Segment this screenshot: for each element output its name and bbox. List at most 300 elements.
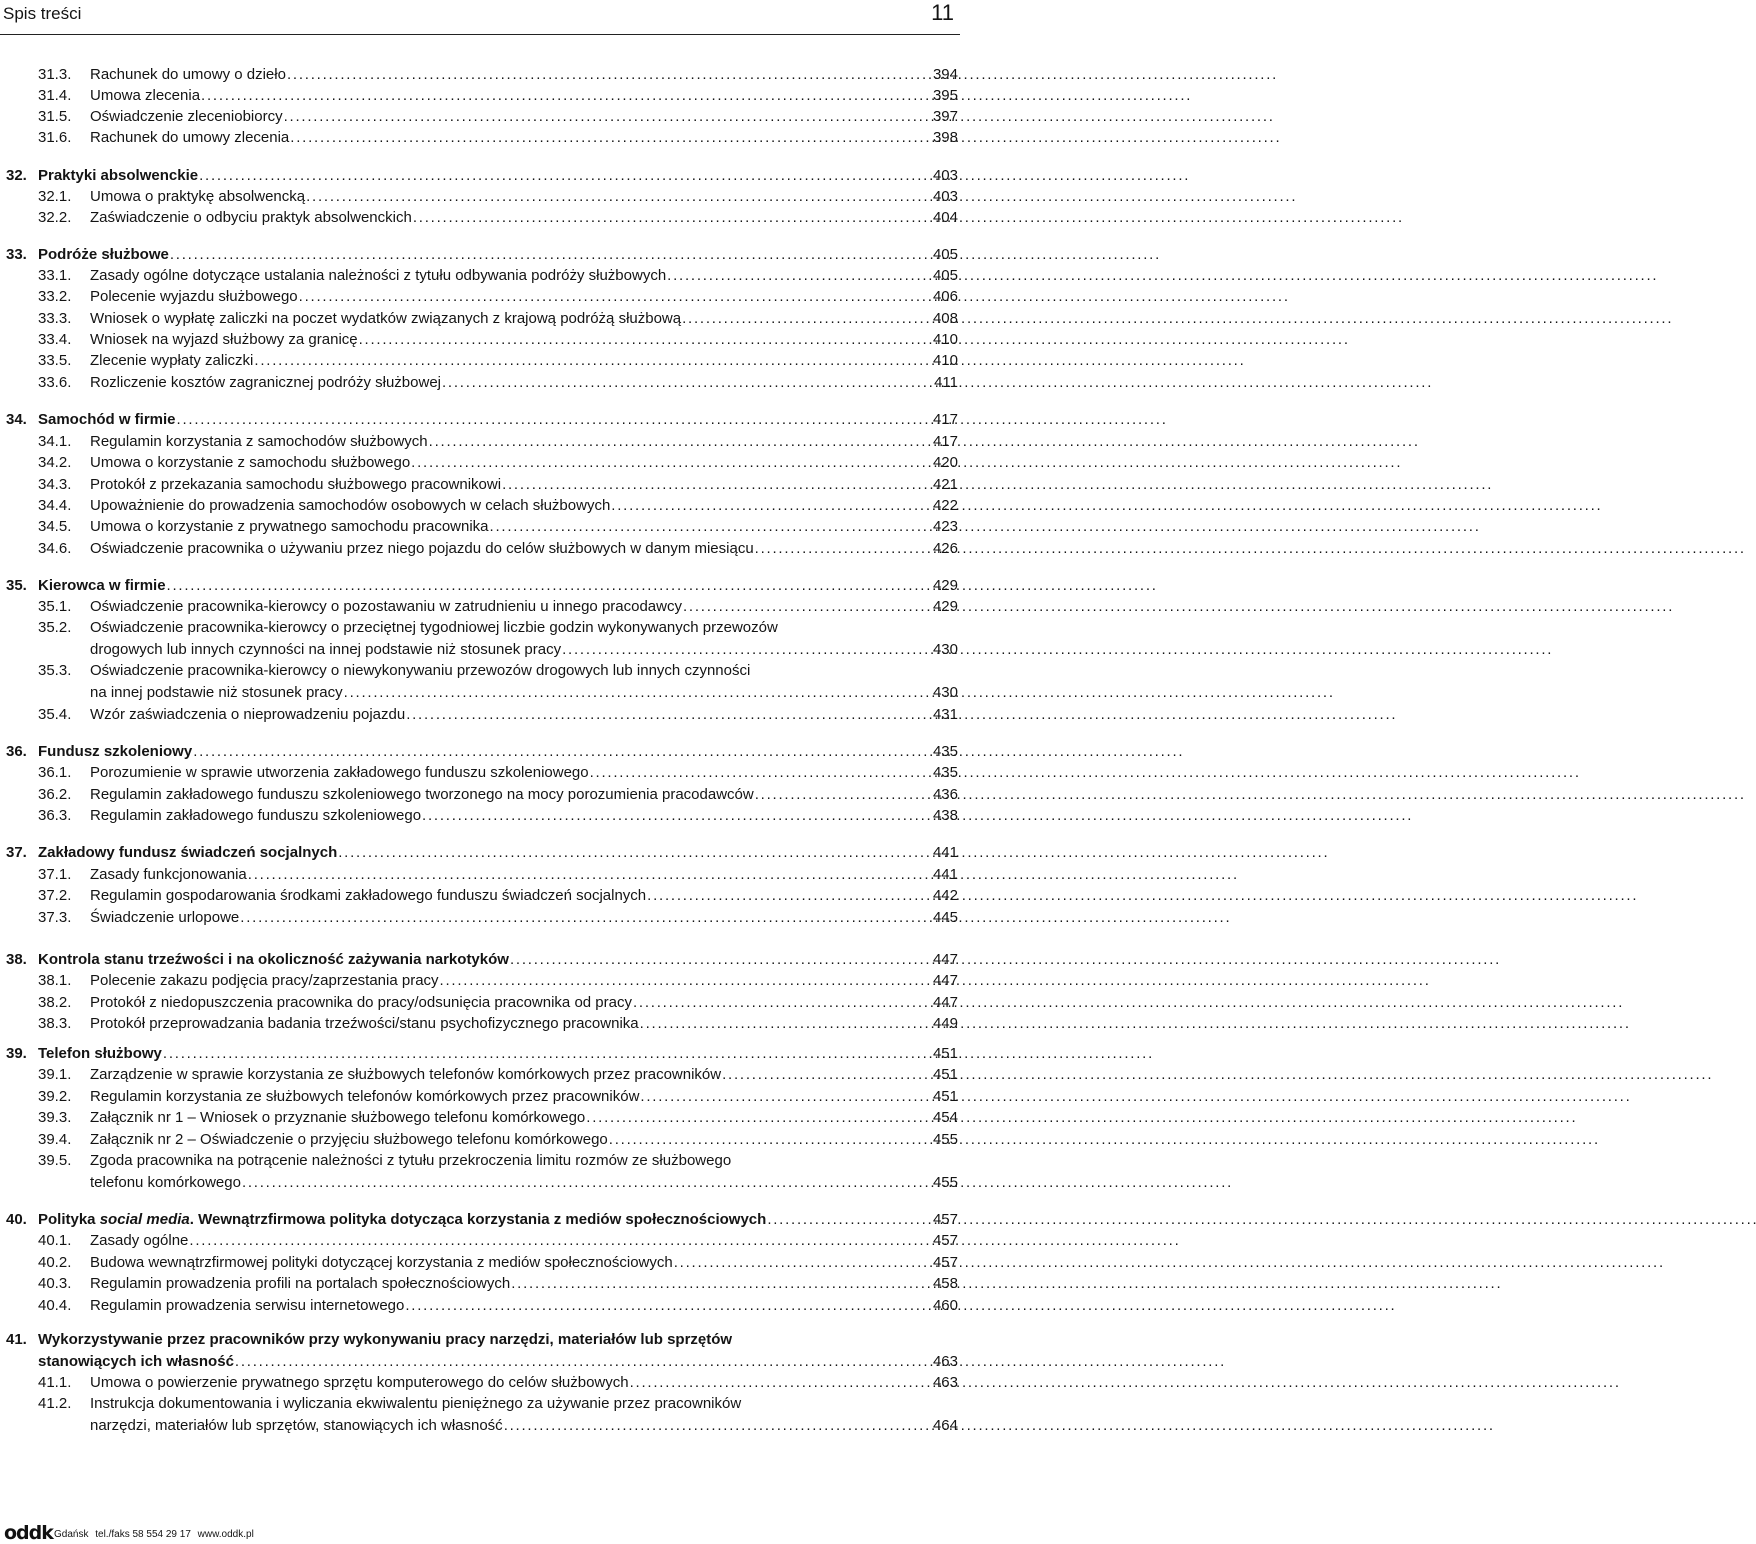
toc-entry-row (90, 64, 920, 85)
dot-leader (510, 1273, 920, 1294)
toc-subentry[interactable] (0, 885, 960, 906)
toc-entry-title: Praktyki absolwenckie (38, 167, 199, 184)
footer-phone: tel./faks 58 554 29 17 (95, 1529, 191, 1540)
toc-entry-number: 34. (6, 411, 27, 428)
toc-entry-number: 32.2. (38, 209, 72, 226)
toc-entry-title: Protokół przeprowadzania badania trzeźwości/stanu psychofizycznego pracownika (90, 1015, 639, 1032)
toc-entry-number: 36.2. (38, 786, 72, 803)
dot-leader (162, 1043, 920, 1064)
dot-leader (286, 64, 920, 85)
toc-subentry[interactable] (0, 286, 960, 307)
toc-subentry[interactable] (0, 495, 960, 516)
dot-leader (585, 1107, 920, 1128)
toc-entry-row (90, 1086, 920, 1107)
toc-entry-row (90, 186, 920, 207)
toc-page-number: 421 (932, 476, 958, 493)
toc-entry-row (90, 1393, 932, 1414)
toc-page-number: 457 (932, 1211, 958, 1228)
toc-entry-number: 33.1. (38, 267, 72, 284)
toc-entry-number: 39.2. (38, 1088, 72, 1105)
toc-page-number: 442 (932, 887, 958, 904)
toc-page-number: 451 (932, 1045, 958, 1062)
toc-entry-row (90, 1252, 920, 1273)
toc-subentry[interactable] (0, 372, 960, 393)
toc-entry-row (90, 1150, 932, 1171)
toc-subentry[interactable] (0, 639, 960, 660)
toc-entry-number: 33. (6, 246, 27, 263)
toc-entry-title: Telefon służbowy (38, 1045, 162, 1062)
dot-leader (509, 949, 920, 970)
toc-subentry[interactable] (0, 1252, 960, 1273)
toc-subentry[interactable] (0, 1273, 960, 1294)
dot-leader (439, 970, 920, 991)
toc-entry-row (38, 842, 920, 863)
toc-entry-title: Samochód w firmie (38, 411, 176, 428)
toc-page-number: 404 (932, 209, 958, 226)
toc-page-number: 397 (932, 108, 958, 125)
toc-entry-row (38, 1351, 920, 1372)
toc-entry-row (90, 495, 920, 516)
toc-entry-row (90, 286, 920, 307)
toc-page-number: 417 (932, 433, 958, 450)
toc-page-number: 441 (932, 844, 958, 861)
toc-subentry[interactable] (0, 350, 960, 371)
dot-leader (239, 907, 920, 928)
toc-entry-number: 39.1. (38, 1066, 72, 1083)
toc-subentry[interactable] (0, 1150, 960, 1171)
toc-entry-number: 34.1. (38, 433, 72, 450)
toc-entry-number: 40. (6, 1211, 27, 1228)
toc-entry-number: 33.5. (38, 352, 72, 369)
toc-entry-title: Polecenie zakazu podjęcia pracy/zaprzestania pracy (90, 972, 439, 989)
dot-leader (666, 265, 920, 286)
toc-entry-title: Zasady ogólne dotyczące ustalania należności z tytułu odbywania podróży służbowych (90, 267, 667, 284)
toc-page-number: 447 (932, 951, 958, 968)
dot-leader (410, 452, 920, 473)
toc-entry-title: Instrukcja dokumentowania i wyliczania ekwiwalentu pieniężnego za używanie przez pracowników (90, 1395, 742, 1412)
toc-subentry[interactable] (0, 762, 960, 783)
toc-entry-title: Kierowca w firmie (38, 577, 166, 594)
toc-page-number: 463 (932, 1353, 958, 1370)
toc-subentry[interactable] (0, 617, 960, 638)
toc-entry-title: stanowiących ich własność (38, 1353, 234, 1370)
toc-entry-row (90, 516, 920, 537)
dot-leader (682, 596, 920, 617)
toc-entry-number: 33.4. (38, 331, 72, 348)
dot-leader (234, 1351, 920, 1372)
dot-leader (428, 431, 920, 452)
toc-page-number: 430 (932, 641, 958, 658)
toc-entry-number: 35.4. (38, 706, 72, 723)
toc-subentry[interactable] (0, 992, 960, 1013)
toc-entry-row (38, 949, 920, 970)
toc-subentry[interactable] (0, 784, 960, 805)
toc-page-number: 447 (932, 972, 958, 989)
toc-entry-row (90, 864, 920, 885)
page-footer (0, 1512, 960, 1542)
toc-entry-number: 33.3. (38, 310, 72, 327)
toc-page-number: 430 (932, 684, 958, 701)
dot-leader (343, 682, 920, 703)
toc-page-number: 410 (932, 331, 958, 348)
toc-entry-number: 39.4. (38, 1131, 72, 1148)
toc-subentry[interactable] (0, 474, 960, 495)
dot-leader (639, 1086, 920, 1107)
toc-entry-title: Załącznik nr 1 – Wniosek o przyznanie służbowego telefonu komórkowego (90, 1109, 586, 1126)
toc-subentry[interactable] (0, 431, 960, 452)
toc-page-number: 431 (932, 706, 958, 723)
toc-entry-title: Zgoda pracownika na potrącenie należności z tytułu przekroczenia limitu rozmów ze służbowego (90, 1152, 732, 1169)
toc-entry-number: 32.1. (38, 188, 72, 205)
toc-entry-number: 34.6. (38, 540, 72, 557)
footer-website: www.oddk.pl (197, 1529, 254, 1540)
dot-leader (405, 704, 920, 725)
toc-entry-title: Regulamin prowadzenia serwisu internetowego (90, 1297, 405, 1314)
toc-page-number: 458 (932, 1275, 958, 1292)
toc-entry-row (90, 106, 920, 127)
toc-subentry[interactable] (0, 1230, 960, 1251)
footer-city: Gdańsk (54, 1529, 89, 1540)
toc-subentry[interactable] (0, 1172, 960, 1193)
toc-entry-number: 36.1. (38, 764, 72, 781)
toc-title-part: Polityka (38, 1211, 96, 1228)
dot-leader (404, 1295, 920, 1316)
toc-entry-row (90, 1013, 920, 1034)
toc-entry-row (90, 207, 920, 228)
toc-subentry[interactable] (0, 660, 960, 681)
toc-entry-title: Podróże służbowe (38, 246, 169, 263)
toc-subentry[interactable] (0, 1129, 960, 1150)
toc-page-number: 398 (932, 129, 958, 146)
toc-page-number: 405 (932, 267, 958, 284)
toc-entry-row (38, 1329, 932, 1350)
toc-entry-row (38, 741, 920, 762)
toc-entry-row (90, 431, 920, 452)
dot-leader (589, 762, 920, 783)
toc-entry-row (90, 1064, 920, 1085)
toc-page-number: 464 (932, 1417, 958, 1434)
toc-page-number: 455 (932, 1131, 958, 1148)
toc-subentry[interactable] (0, 1107, 960, 1128)
dot-leader (489, 516, 920, 537)
toc-entry-number: 40.2. (38, 1254, 72, 1271)
toc-chapter-entry[interactable] (0, 842, 960, 863)
toc-entry-number: 38.2. (38, 994, 72, 1011)
dot-leader (305, 186, 920, 207)
toc-entry-title: Regulamin korzystania ze służbowych telefonów komórkowych przez pracowników (90, 1088, 640, 1105)
toc-entry-title: Regulamin zakładowego funduszu szkoleniowego tworzonego na mocy porozumienia pracodawców (90, 786, 754, 803)
toc-entry-row (90, 1415, 920, 1436)
toc-entry-row (90, 265, 920, 286)
toc-subentry[interactable] (0, 970, 960, 991)
dot-leader (754, 538, 920, 559)
toc-subentry[interactable] (0, 186, 960, 207)
toc-entry-number: 40.1. (38, 1232, 72, 1249)
toc-entry-number: 37. (6, 844, 27, 861)
toc-subentry[interactable] (0, 907, 960, 928)
toc-entry-number: 34.4. (38, 497, 72, 514)
toc-entry-row (90, 1230, 920, 1251)
toc-subentry[interactable] (0, 538, 960, 559)
toc-entry-number: 39. (6, 1045, 27, 1062)
toc-entry-number: 38.1. (38, 972, 72, 989)
toc-entry-title: Rachunek do umowy o dzieło (90, 66, 286, 83)
toc-chapter-entry[interactable] (0, 165, 960, 186)
toc-entry-title: Umowa o korzystanie z prywatnego samochodu pracownika (90, 518, 489, 535)
toc-entry-title: Zakładowy fundusz świadczeń socjalnych (38, 844, 338, 861)
toc-entry-title: narzędzi, materiałów lub sprzętów, stanowiących ich własność (90, 1417, 503, 1434)
toc-entry-title: Kontrola stanu trzeźwości i na okoliczność zażywania narkotyków (38, 951, 509, 968)
toc-subentry[interactable] (0, 1064, 960, 1085)
toc-entry-row (90, 127, 920, 148)
toc-chapter-entry[interactable] (0, 409, 960, 430)
toc-title-part: . Wewnątrzfirmowa polityka dotycząca korzystania z mediów społecznościowych (189, 1211, 767, 1228)
toc-chapter-entry[interactable] (0, 1351, 960, 1372)
toc-page-number: 449 (932, 1015, 958, 1032)
toc-subentry[interactable] (0, 452, 960, 473)
toc-entry-number: 36.3. (38, 807, 72, 824)
toc-subentry[interactable] (0, 1086, 960, 1107)
toc-entry-title: Oświadczenie pracownika-kierowcy o przeciętnej tygodniowej liczbie godzin wykonywanych przewozów (90, 619, 778, 636)
toc-subentry[interactable] (0, 265, 960, 286)
toc-entry-number: 33.2. (38, 288, 72, 305)
dot-leader (632, 992, 920, 1013)
toc-entry-number: 33.6. (38, 374, 72, 391)
toc-entry-number: 38. (6, 951, 27, 968)
dot-leader (503, 1415, 920, 1436)
toc-page-number: 438 (932, 807, 958, 824)
dot-leader (766, 1209, 920, 1230)
toc-entry-title: Wniosek o wypłatę zaliczki na poczet wydatków związanych z krajową podróżą służbową (90, 310, 682, 327)
toc-entry-title: Wniosek na wyjazd służbowy za granicę (90, 331, 358, 348)
toc-page-number: 405 (932, 246, 958, 263)
toc-entry-number: 41.2. (38, 1395, 72, 1412)
dot-leader (421, 805, 920, 826)
toc-entry-title: Polecenie wyjazdu służbowego (90, 288, 298, 305)
toc-entry-row (90, 970, 920, 991)
dot-leader (646, 885, 920, 906)
toc-chapter-entry[interactable] (0, 949, 960, 970)
toc-entry-title: Umowa o korzystanie z samochodu służbowego (90, 454, 411, 471)
toc-page-number: 463 (932, 1374, 958, 1391)
dot-leader (169, 244, 920, 265)
toc-entry-title: Regulamin korzystania z samochodów służbowych (90, 433, 428, 450)
toc-page-number: 410 (932, 352, 958, 369)
toc-subentry[interactable] (0, 704, 960, 725)
toc-entry-title: Rachunek do umowy zlecenia (90, 129, 290, 146)
dot-leader (241, 1172, 920, 1193)
toc-entry-title: Umowa zlecenia (90, 87, 201, 104)
toc-entry-title: Protokół z przekazania samochodu służbowego pracownikowi (90, 476, 502, 493)
toc-subentry[interactable] (0, 1372, 960, 1393)
dot-leader (501, 474, 920, 495)
toc-subentry[interactable] (0, 805, 960, 826)
dot-leader (441, 372, 920, 393)
toc-entry-number: 36. (6, 743, 27, 760)
toc-page-number: 406 (932, 288, 958, 305)
dot-leader (289, 127, 920, 148)
toc-page-number: 445 (932, 909, 958, 926)
toc-entry-number: 41. (6, 1331, 27, 1348)
toc-entry-title: Załącznik nr 2 – Oświadczenie o przyjęciu służbowego telefonu komórkowego (90, 1131, 608, 1148)
dot-leader (247, 864, 920, 885)
toc-subentry[interactable] (0, 596, 960, 617)
toc-entry-number: 31.5. (38, 108, 72, 125)
toc-page-number: 395 (932, 87, 958, 104)
toc-entry-number: 39.3. (38, 1109, 72, 1126)
toc-entry-number: 32. (6, 167, 27, 184)
toc-subentry[interactable] (0, 329, 960, 350)
toc-entry-number: 34.3. (38, 476, 72, 493)
dot-leader (412, 207, 920, 228)
toc-chapter-entry[interactable] (0, 1209, 960, 1230)
toc-page-number: 457 (932, 1232, 958, 1249)
toc-entry-title: drogowych lub innych czynności na innej podstawie niż stosunek pracy (90, 641, 562, 658)
dot-leader (200, 85, 920, 106)
footer-contact (54, 1529, 258, 1540)
toc-subentry[interactable] (0, 516, 960, 537)
toc-subentry[interactable] (0, 127, 960, 148)
toc-entry-row (90, 992, 920, 1013)
dot-leader (198, 165, 920, 186)
toc-subentry[interactable] (0, 1415, 960, 1436)
toc-entry-number: 35.2. (38, 619, 72, 636)
dot-leader (681, 308, 920, 329)
toc-entry-row (38, 409, 920, 430)
toc-subentry[interactable] (0, 308, 960, 329)
toc-page-number: 455 (932, 1174, 958, 1191)
toc-entry-row (90, 682, 920, 703)
dot-leader (673, 1252, 920, 1273)
toc-entry-title: Oświadczenie zleceniobiorcy (90, 108, 283, 125)
toc-page-number: 422 (932, 497, 958, 514)
toc-page-number: 408 (932, 310, 958, 327)
toc-page-number: 457 (932, 1254, 958, 1271)
toc-page-number: 454 (932, 1109, 958, 1126)
toc-entry-title: Oświadczenie pracownika-kierowcy o niewykonywaniu przewozów drogowych lub innych czynności (90, 662, 751, 679)
toc-entry-title: Wzór zaświadczenia o nieprowadzeniu pojazdu (90, 706, 406, 723)
toc-page-number: 451 (932, 1066, 958, 1083)
dot-leader (253, 350, 920, 371)
toc-entry-number: 40.4. (38, 1297, 72, 1314)
toc-entry-row (90, 1372, 920, 1393)
toc-entry-row (90, 474, 920, 495)
toc-subentry[interactable] (0, 1393, 960, 1414)
toc-entry-title (38, 1209, 766, 1230)
toc-subentry[interactable] (0, 1295, 960, 1316)
toc-entry-row (90, 617, 932, 638)
toc-subentry[interactable] (0, 106, 960, 127)
toc-entry-row (38, 575, 920, 596)
toc-chapter-entry[interactable] (0, 741, 960, 762)
toc-chapter-entry[interactable] (0, 575, 960, 596)
toc-page-number: 441 (932, 866, 958, 883)
toc-subentry[interactable] (0, 85, 960, 106)
toc-page-number: 451 (932, 1088, 958, 1105)
toc-entry-title: Zasady funkcjonowania (90, 866, 247, 883)
toc-entry-row (90, 1107, 920, 1128)
toc-entry-row (90, 1295, 920, 1316)
dot-leader (166, 575, 920, 596)
toc-subentry[interactable] (0, 207, 960, 228)
toc-entry-row (90, 639, 920, 660)
toc-entry-title: Fundusz szkoleniowy (38, 743, 193, 760)
toc-entry-row (90, 85, 920, 106)
dot-leader (639, 1013, 920, 1034)
toc-entry-title: Umowa o praktykę absolwencką (90, 188, 306, 205)
dot-leader (188, 1230, 920, 1251)
toc-entry-title: telefonu komórkowego (90, 1174, 241, 1191)
toc-page-number: 403 (932, 188, 958, 205)
toc-entry-title: Oświadczenie pracownika o używaniu przez niego pojazdu do celów służbowych w danym miesiącu (90, 540, 754, 557)
toc-subentry[interactable] (0, 864, 960, 885)
dot-leader (337, 842, 920, 863)
toc-entry-row (90, 372, 920, 393)
toc-entry-number: 41.1. (38, 1374, 72, 1391)
toc-entry-row (90, 885, 920, 906)
toc-entry-row (90, 452, 920, 473)
dot-leader (176, 409, 920, 430)
toc-entry-title: Porozumienie w sprawie utworzenia zakładowego funduszu szkoleniowego (90, 764, 589, 781)
toc-entry-title: Zarządzenie w sprawie korzystania ze służbowych telefonów komórkowych przez pracowników (90, 1066, 722, 1083)
dot-leader (721, 1064, 920, 1085)
toc-entry-number: 35.1. (38, 598, 72, 615)
dot-leader (283, 106, 920, 127)
toc-title-italic: social media (99, 1211, 190, 1228)
toc-subentry[interactable] (0, 64, 960, 85)
toc-entry-row (90, 1273, 920, 1294)
toc-entry-row (38, 244, 920, 265)
toc-entry-row (90, 596, 920, 617)
toc-page-number: 426 (932, 540, 958, 557)
toc-chapter-entry[interactable] (0, 1329, 960, 1350)
toc-subentry[interactable] (0, 682, 960, 703)
dot-leader (610, 495, 920, 516)
toc-entry-row (90, 762, 920, 783)
toc-entry-number: 37.2. (38, 887, 72, 904)
toc-entry-row (90, 1172, 920, 1193)
toc-entry-row (90, 350, 920, 371)
toc-entry-title: Zasady ogólne (90, 1232, 189, 1249)
toc-entry-title: Regulamin prowadzenia profili na portalach społecznościowych (90, 1275, 511, 1292)
toc-entry-title: Budowa wewnątrzfirmowej polityki dotyczącej korzystania z mediów społecznościowych (90, 1254, 673, 1271)
toc-entry-row (38, 1209, 920, 1230)
toc-subentry[interactable] (0, 1013, 960, 1034)
toc-page-number: 435 (932, 764, 958, 781)
toc-entry-title: Upoważnienie do prowadzenia samochodów osobowych w celach służbowych (90, 497, 611, 514)
toc-page-number: 394 (932, 66, 958, 83)
toc-page-number: 435 (932, 743, 958, 760)
toc-entry-title: Umowa o powierzenie prywatnego sprzętu komputerowego do celów służbowych (90, 1374, 629, 1391)
oddk-logo: oddk (4, 1522, 53, 1544)
toc-entry-number: 37.1. (38, 866, 72, 883)
toc-entry-title: Regulamin zakładowego funduszu szkoleniowego (90, 807, 422, 824)
toc-entry-row (90, 704, 920, 725)
toc-entry-title: Zaświadczenie o odbyciu praktyk absolwenckich (90, 209, 412, 226)
toc-entry-number: 31.6. (38, 129, 72, 146)
dot-leader (298, 286, 920, 307)
toc-entry-row (90, 784, 920, 805)
toc-page-number: 436 (932, 786, 958, 803)
toc-page-number: 417 (932, 411, 958, 428)
toc-entry-row (90, 660, 932, 681)
toc-page-number: 429 (932, 598, 958, 615)
toc-page-number: 429 (932, 577, 958, 594)
toc-chapter-entry[interactable] (0, 1043, 960, 1064)
toc-chapter-entry[interactable] (0, 244, 960, 265)
toc-page-number: 411 (934, 374, 958, 391)
toc-entry-row (90, 1129, 920, 1150)
